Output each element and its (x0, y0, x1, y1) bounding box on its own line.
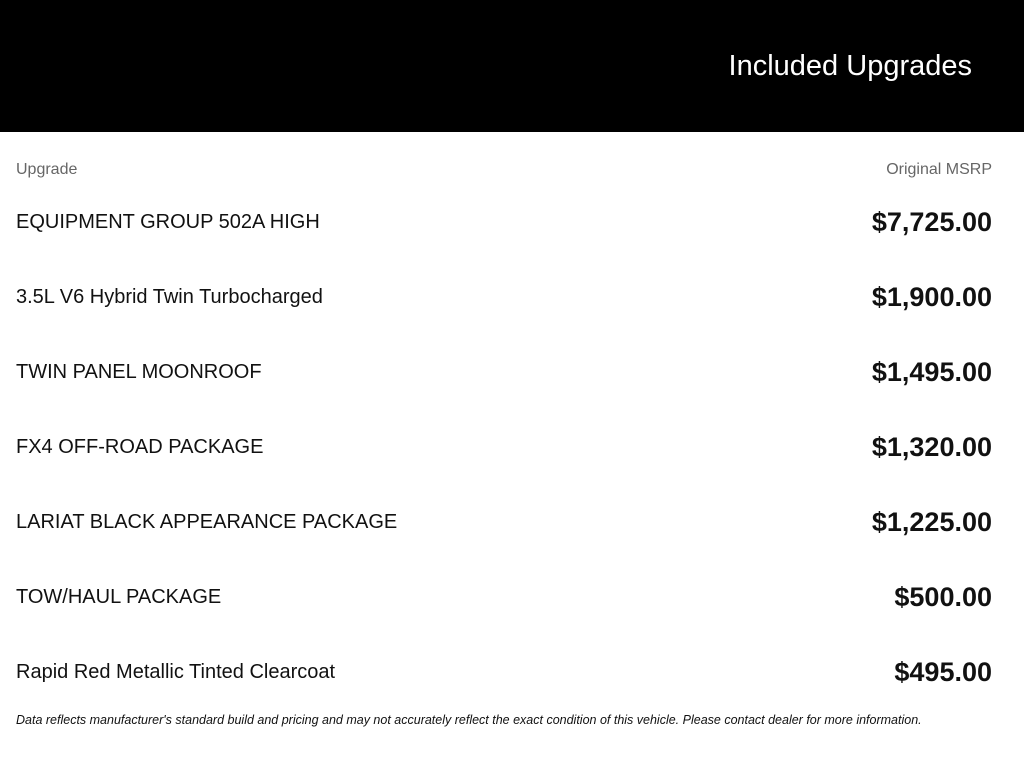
upgrade-name: TOW/HAUL PACKAGE (16, 586, 222, 608)
upgrade-price: $7,725.00 (871, 207, 992, 237)
upgrade-row (16, 507, 992, 582)
upgrade-name: LARIAT BLACK APPEARANCE PACKAGE (16, 511, 398, 533)
page-header (0, 0, 1024, 132)
upgrade-price: $1,900.00 (871, 282, 992, 312)
upgrade-row (16, 432, 992, 507)
upgrade-price: $1,320.00 (871, 432, 992, 462)
page-title: Included Upgrades (728, 50, 972, 82)
upgrade-row (16, 582, 992, 657)
upgrade-price: $495.00 (894, 657, 992, 687)
upgrade-price: $1,225.00 (871, 507, 992, 537)
upgrade-price: $1,495.00 (871, 357, 992, 387)
upgrade-name: FX4 OFF-ROAD PACKAGE (16, 436, 264, 458)
upgrade-price: $500.00 (894, 582, 992, 612)
upgrade-row (16, 357, 992, 432)
column-header-upgrade: Upgrade (16, 161, 78, 178)
upgrade-name: Rapid Red Metallic Tinted Clearcoat (16, 661, 336, 683)
upgrade-row (16, 282, 992, 357)
table-column-headers (16, 160, 992, 180)
upgrade-name: EQUIPMENT GROUP 502A HIGH (16, 211, 320, 233)
upgrade-name: TWIN PANEL MOONROOF (16, 361, 262, 383)
upgrade-row (16, 207, 992, 282)
disclaimer-text: Data reflects manufacturer's standard build and pricing and may not accurately reflect the exact condition of this vehicle. Please contact dealer for more information. (16, 713, 922, 727)
upgrade-name: 3.5L V6 Hybrid Twin Turbocharged (16, 286, 323, 308)
column-header-msrp: Original MSRP (886, 161, 992, 178)
upgrade-list (16, 207, 992, 732)
